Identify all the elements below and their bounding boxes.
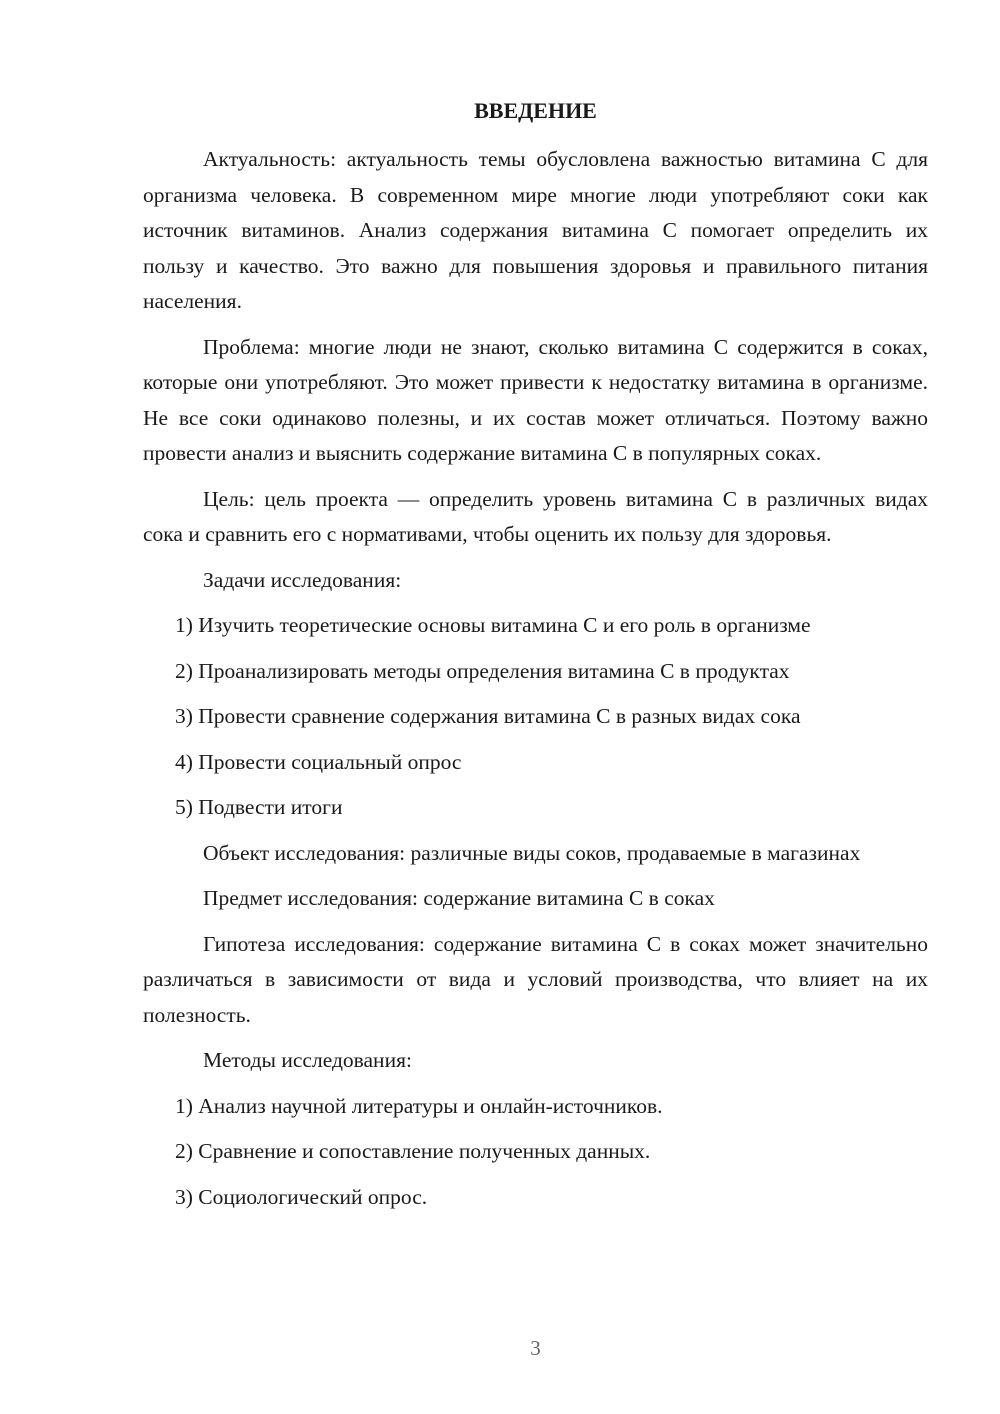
object-paragraph: Объект исследования: различные виды соков, продаваемые в магазинах	[203, 840, 861, 865]
document-body	[143, 142, 928, 1225]
goal-paragraph: Цель: цель проекта — определить уровень витамина С в различных видах сока и сравнить его с нормативами, чтобы оценить их пользу для здоровья.	[143, 486, 928, 546]
method-item: 2) Сравнение и сопоставление полученных данных.	[175, 1139, 651, 1163]
task-item: 4) Провести социальный опрос	[175, 749, 462, 774]
task-item: 5) Подвести итоги	[175, 795, 343, 819]
problem-paragraph: Проблема: многие люди не знают, сколько витамина С содержится в соках, которые они употребляют. Это может привести к недостатку витамина в организме. Не все соки одинаково полезны, и их состав может отличаться. Поэтому важно провести анализ и выяснить содержание витамина С в популярных соках.	[143, 334, 928, 465]
task-item: 1) Изучить теоретические основы витамина С и его роль в организме	[175, 613, 811, 637]
task-item: 2) Проанализировать методы определения витамина С в продуктах	[175, 658, 790, 683]
methods-title: Методы исследования:	[203, 1048, 412, 1072]
method-item: 3) Социологический опрос.	[175, 1184, 428, 1209]
document-page	[143, 0, 928, 1414]
task-item: 3) Провести сравнение содержания витамина С в разных видах сока	[175, 704, 801, 728]
method-item: 1) Анализ научной литературы и онлайн-источников.	[175, 1093, 663, 1118]
tasks-title: Задачи исследования:	[203, 567, 402, 592]
page-number: 3	[530, 1336, 541, 1360]
section-heading: ВВЕДЕНИЕ	[474, 98, 597, 123]
subject-paragraph: Предмет исследования: содержание витамина С в соках	[203, 886, 715, 910]
hypothesis-paragraph: Гипотеза исследования: содержание витамина С в соках может значительно различаться в зависимости от вида и условий производства, что влияет на их полезность.	[143, 931, 928, 1027]
relevance-paragraph: Актуальность: актуальность темы обусловлена важностью витамина С для организма человека. В современном мире многие люди употребляют соки как источник витаминов. Анализ содержания витамина С помогает определить их пользу и качество. Это важно для повышения здоровья и правильного питания населения.	[143, 147, 928, 313]
